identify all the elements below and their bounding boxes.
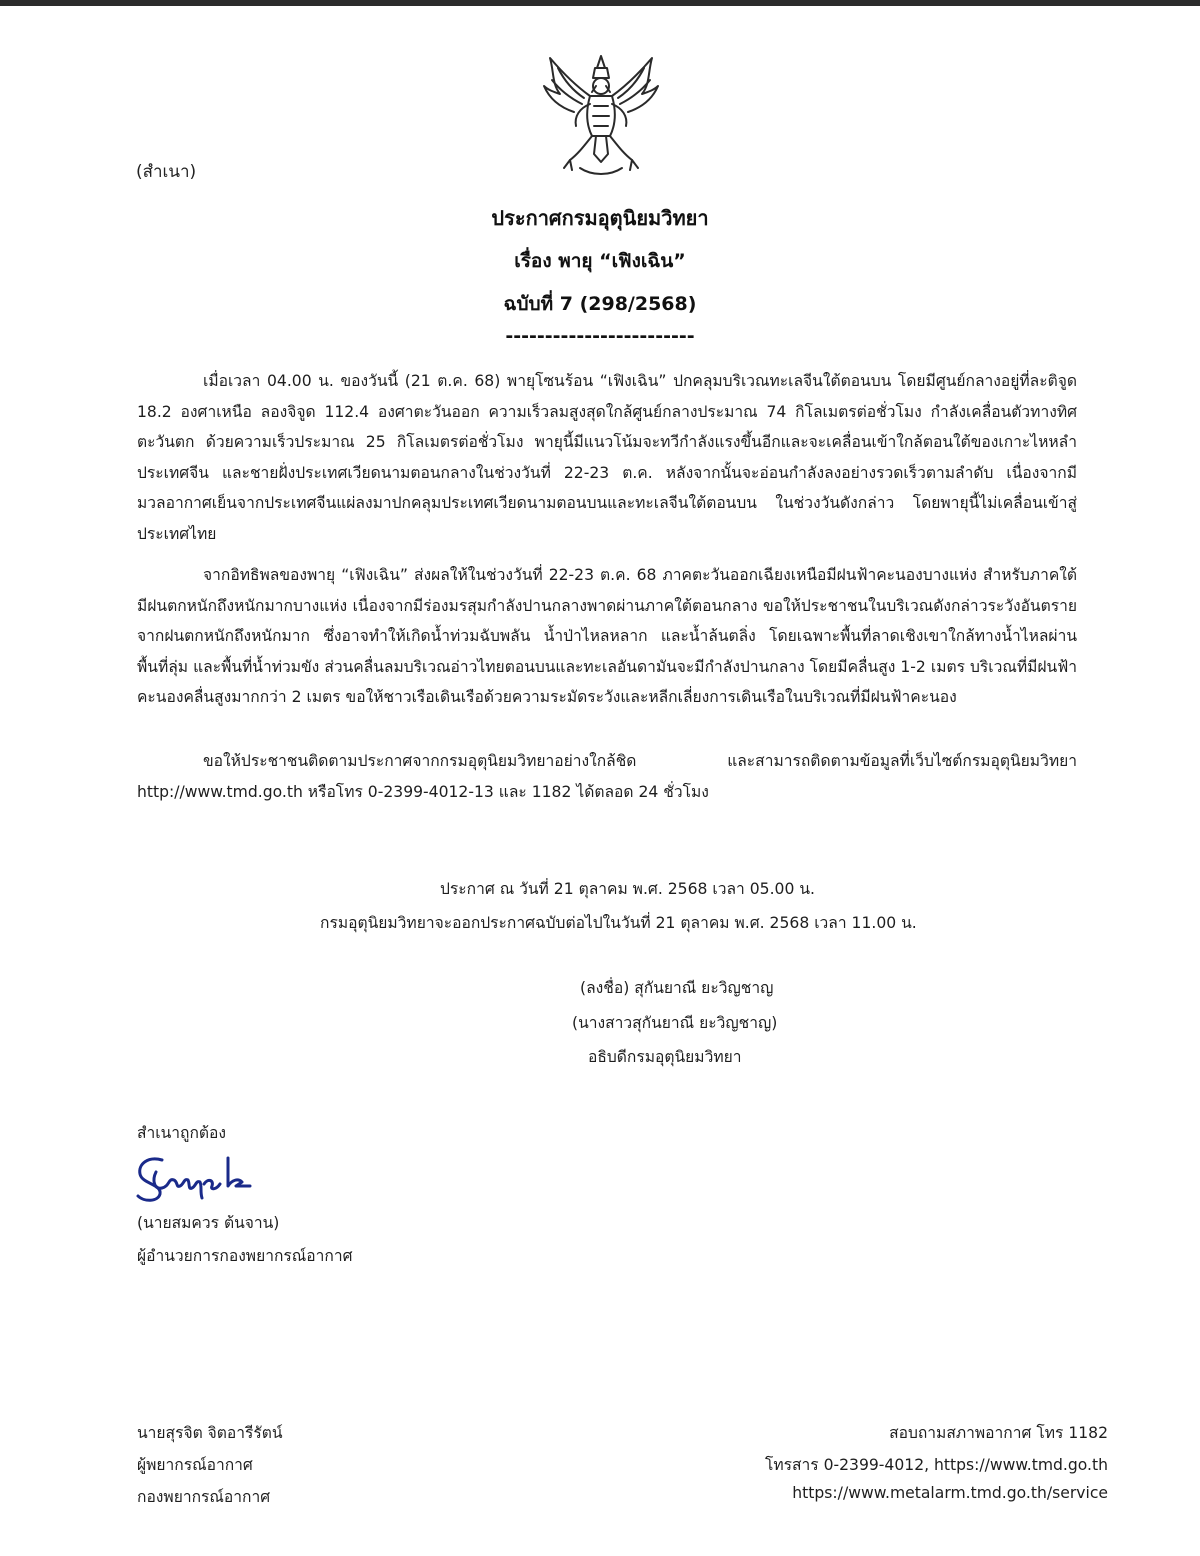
issue-number: ฉบับที่ 7 (298/2568) bbox=[503, 293, 697, 315]
signer-name: (นางสาวสุกันยาณี ยะวิญชาญ) bbox=[572, 1014, 778, 1032]
document-title: ประกาศกรมอุตุนิยมวิทยา bbox=[491, 206, 709, 230]
certified-copy-label: สำเนาถูกต้อง bbox=[137, 1124, 227, 1142]
forecast-division: กองพยากรณ์อากาศ bbox=[137, 1488, 271, 1506]
signer-title: อธิบดีกรมอุตุนิยมวิทยา bbox=[588, 1048, 742, 1066]
garuda-emblem-icon bbox=[540, 50, 662, 180]
forecaster-name: นายสุรจิต จิตอารีรัตน์ bbox=[137, 1424, 283, 1442]
top-border bbox=[0, 0, 1200, 6]
fax-website: โทรสาร 0-2399-4012, https://www.tmd.go.th bbox=[764, 1456, 1108, 1474]
title-separator: ------------------------ bbox=[505, 325, 695, 347]
weather-hotline: สอบถามสภาพอากาศ โทร 1182 bbox=[889, 1424, 1108, 1442]
paragraph-storm-impact: จากอิทธิพลของพายุ “เฟิงเฉิน” ส่งผลให้ในช่วงวันที่ 22-23 ต.ค. 68 ภาคตะวันออกเฉียงเหนือมีฝนฟ้าคะนองบางแห่ง สำหรับภาคใต้มีฝนตกหนักถึงหนักมากบางแห่ง เนื่องจากมีร่องมรสุมกำลังปานกลางพาดผ่านภาคใต้ตอนกลาง ขอให้ประชาชนในบริเวณดังกล่าวระวังอันตรายจากฝนตกหนักถึงหนักมาก ซึ่งอาจทำให้เกิดน้ำท่วมฉับพลัน น้ำป่าไหลหลาก และน้ำล้นตลิ่ง โดยเฉพาะพื้นที่ลาดเชิงเขาใกล้ทางน้ำไหลผ่าน พื้นที่ลุ่ม และพื้นที่น้ำท่วมขัง ส่วนคลื่นลมบริเวณอ่าวไทยตอนบนและทะเลอันดามันจะมีกำลังปานกลาง โดยมีคลื่นสูง 1-2 เมตร บริเวณที่มีฝนฟ้าคะนองคลื่นสูงมากกว่า 2 เมตร ขอให้ชาวเรือเดินเรือด้วยความระมัดระวังและหลีกเลี่ยงการเดินเรือในบริเวณที่มีฝนฟ้าคะนอง bbox=[137, 566, 1077, 707]
signed-line: (ลงชื่อ) สุกันยาณี ยะวิญชาญ bbox=[580, 979, 774, 997]
copy-label: (สำเนา) bbox=[136, 162, 197, 182]
certifier-name: (นายสมควร ต้นจาน) bbox=[137, 1214, 280, 1232]
next-issue-notice: กรมอุตุนิยมวิทยาจะออกประกาศฉบับต่อไปในวันที่ 21 ตุลาคม พ.ศ. 2568 เวลา 11.00 น. bbox=[320, 914, 917, 932]
paragraph-follow-updates: ขอให้ประชาชนติดตามประกาศจากกรมอุตุนิยมวิทยาอย่างใกล้ชิด และสามารถติดตามข้อมูลที่เว็บไซต์กรมอุตุนิยมวิทยา http://www.tmd.go.th หรือโทร 0-2399-4012-13 และ 1182 ได้ตลอด 24 ชั่วโมง bbox=[137, 752, 1077, 801]
paragraph-storm-status: เมื่อเวลา 04.00 น. ของวันนี้ (21 ต.ค. 68) พายุโซนร้อน “เฟิงเฉิน” ปกคลุมบริเวณทะเลจีนใต้ตอนบน โดยมีศูนย์กลางอยู่ที่ละติจูด 18.2 องศาเหนือ ลองจิจูด 112.4 องศาตะวันออก ความเร็วลมสูงสุดใกล้ศูนย์กลางประมาณ 74 กิโลเมตรต่อชั่วโมง กำลังเคลื่อนตัวทางทิศตะวันตก ด้วยความเร็วประมาณ 25 กิโลเมตรต่อชั่วโมง พายุนี้มีแนวโน้มจะทวีกำลังแรงขึ้นอีกและจะเคลื่อนเข้าใกล้ตอนใต้ของเกาะไหหลำ ประเทศจีน และชายฝั่งประเทศเวียดนามตอนกลางในช่วงวันที่ 22-23 ต.ค. หลังจากนั้นจะอ่อนกำลังลงอย่างรวดเร็วตามลำดับ เนื่องจากมีมวลอากาศเย็นจากประเทศจีนแผ่ลงมาปกคลุมประเทศเวียดนามตอนบนและทะเลจีนใต้ตอนบน ในช่วงวันดังกล่าว โดยพายุนี้ไม่เคลื่อนเข้าสู่ประเทศไทย bbox=[137, 372, 1077, 543]
announce-date: ประกาศ ณ วันที่ 21 ตุลาคม พ.ศ. 2568 เวลา 05.00 น. bbox=[440, 880, 815, 898]
forecaster-title: ผู้พยากรณ์อากาศ bbox=[137, 1456, 253, 1474]
document-subject: เรื่อง พายุ “เฟิงเฉิน” bbox=[514, 250, 686, 272]
certifier-title: ผู้อำนวยการกองพยากรณ์อากาศ bbox=[137, 1247, 353, 1265]
handwritten-signature bbox=[132, 1150, 262, 1206]
metalarm-link[interactable]: https://www.metalarm.tmd.go.th/service bbox=[792, 1484, 1108, 1502]
